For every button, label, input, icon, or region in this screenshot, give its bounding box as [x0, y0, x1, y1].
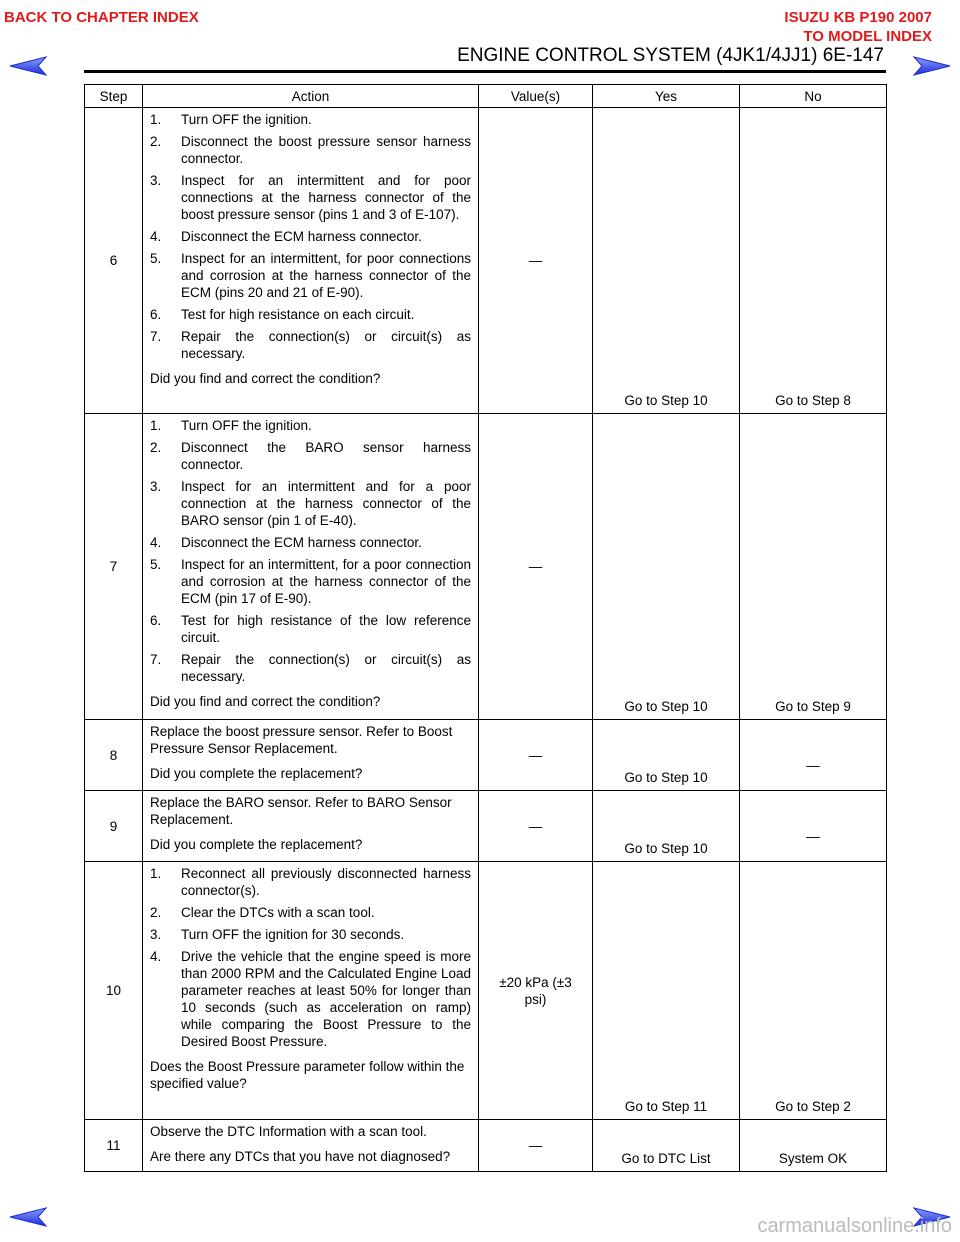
action-item: 3. Turn OFF the ignition for 30 seconds.: [150, 927, 405, 942]
action-item: 2. Disconnect the boost pressure sensor harness connector.: [150, 134, 471, 166]
value-cell: ±20 kPa (±3 psi): [479, 862, 593, 1120]
table-row: [85, 1120, 887, 1172]
table-row: [85, 720, 887, 791]
action-item: 4. Disconnect the ECM harness connector.: [150, 229, 422, 244]
no-cell: —: [740, 791, 887, 862]
step-number: 7: [85, 414, 143, 720]
no-cell: Go to Step 2: [740, 862, 887, 1120]
action-item: 4. Drive the vehicle that the engine speed is more than 2000 RPM and the Calculated Engine Load parameter reaches at least 50% for longer than 10 seconds (such as acceleration on ramp) while comparing the Boost Pressure to the Desired Boost Pressure.: [150, 949, 471, 1049]
value-cell: —: [479, 720, 593, 791]
action-question: Did you find and correct the condition?: [150, 371, 381, 386]
action-instruction: Replace the BARO sensor. Refer to BARO Sensor Replacement.: [150, 795, 452, 827]
header-yes: Yes: [593, 85, 740, 108]
table-row: [85, 414, 887, 720]
yes-cell: Go to DTC List: [593, 1120, 740, 1172]
header-step: Step: [85, 85, 143, 108]
action-item: 3. Inspect for an intermittent and for poor connections at the harness connector of the boost pressure sensor (pins 1 and 3 of E-107).: [150, 173, 471, 222]
step-number: 8: [85, 720, 143, 791]
back-to-chapter-index-link[interactable]: BACK TO CHAPTER INDEX: [4, 9, 199, 26]
action-question: Did you find and correct the condition?: [150, 694, 381, 709]
action-item: 5. Inspect for an intermittent, for poor connections and corrosion at the harness connector of the ECM (pins 20 and 21 of E-90).: [150, 251, 471, 300]
yes-cell: Go to Step 10: [593, 108, 740, 414]
header-values: Value(s): [479, 85, 593, 108]
action-item: 6. Test for high resistance on each circuit.: [150, 307, 415, 322]
step-number: 9: [85, 791, 143, 862]
action-question: Did you complete the replacement?: [150, 837, 363, 852]
watermark: carmanualsonline.info: [757, 1215, 952, 1237]
action-instruction: Replace the boost pressure sensor. Refer to Boost Pressure Sensor Replacement.: [150, 724, 453, 756]
action-question: Did you complete the replacement?: [150, 766, 363, 781]
action-item: 3. Inspect for an intermittent and for a poor connection at the harness connector of the BARO sensor (pin 1 of E-40).: [150, 479, 471, 528]
action-instruction: Observe the DTC Information with a scan tool.: [150, 1124, 427, 1139]
header-action: Action: [143, 85, 479, 108]
action-item: 6. Test for high resistance of the low reference circuit.: [150, 613, 471, 645]
table-header-row: [85, 85, 887, 108]
step-number: 6: [85, 108, 143, 414]
action-cell: [143, 720, 479, 791]
action-item: 2. Clear the DTCs with a scan tool.: [150, 905, 375, 920]
value-cell: —: [479, 791, 593, 862]
step-number: 11: [85, 1120, 143, 1172]
diagnostic-table: [84, 84, 887, 1172]
brand-title: ISUZU KB P190 2007: [784, 9, 932, 26]
value-cell: —: [479, 1120, 593, 1172]
table-row: [85, 108, 887, 414]
yes-cell: Go to Step 10: [593, 414, 740, 720]
value-cell: —: [479, 108, 593, 414]
action-cell: [143, 791, 479, 862]
table-row: [85, 791, 887, 862]
to-model-index-link[interactable]: TO MODEL INDEX: [803, 28, 932, 45]
action-item: 7. Repair the connection(s) or circuit(s) as necessary.: [150, 652, 471, 684]
action-question: Does the Boost Pressure parameter follow within the specified value?: [150, 1059, 465, 1091]
action-item: 1. Reconnect all previously disconnected harness connector(s).: [150, 866, 471, 898]
action-item: 4. Disconnect the ECM harness connector.: [150, 535, 422, 550]
header-no: No: [740, 85, 887, 108]
action-question: Are there any DTCs that you have not diagnosed?: [150, 1149, 451, 1164]
no-cell: System OK: [740, 1120, 887, 1172]
previous-page-arrow-icon[interactable]: [8, 54, 48, 78]
action-item: 1. Turn OFF the ignition.: [150, 112, 312, 127]
no-cell: Go to Step 9: [740, 414, 887, 720]
action-item: 5. Inspect for an intermittent, for a poor connection and corrosion at the harness connector of the ECM (pin 17 of E-90).: [150, 557, 471, 606]
yes-cell: Go to Step 10: [593, 720, 740, 791]
table-row: [85, 862, 887, 1120]
page-header-title: ENGINE CONTROL SYSTEM (4JK1/4JJ1) 6E-147: [457, 45, 884, 66]
no-cell: —: [740, 720, 887, 791]
header-rule: [84, 70, 886, 73]
yes-cell: Go to Step 11: [593, 862, 740, 1120]
next-page-arrow-icon[interactable]: [912, 54, 952, 78]
action-cell: [143, 1120, 479, 1172]
action-cell: [143, 862, 479, 1120]
yes-cell: Go to Step 10: [593, 791, 740, 862]
no-cell: Go to Step 8: [740, 108, 887, 414]
action-item: 1. Turn OFF the ignition.: [150, 418, 312, 433]
previous-page-arrow-bottom-icon[interactable]: [8, 1205, 48, 1229]
action-item: 7. Repair the connection(s) or circuit(s) as necessary.: [150, 329, 471, 361]
action-cell: [143, 414, 479, 720]
action-cell: [143, 108, 479, 414]
value-cell: —: [479, 414, 593, 720]
action-item: 2. Disconnect the BARO sensor harness connector.: [150, 440, 471, 472]
step-number: 10: [85, 862, 143, 1120]
